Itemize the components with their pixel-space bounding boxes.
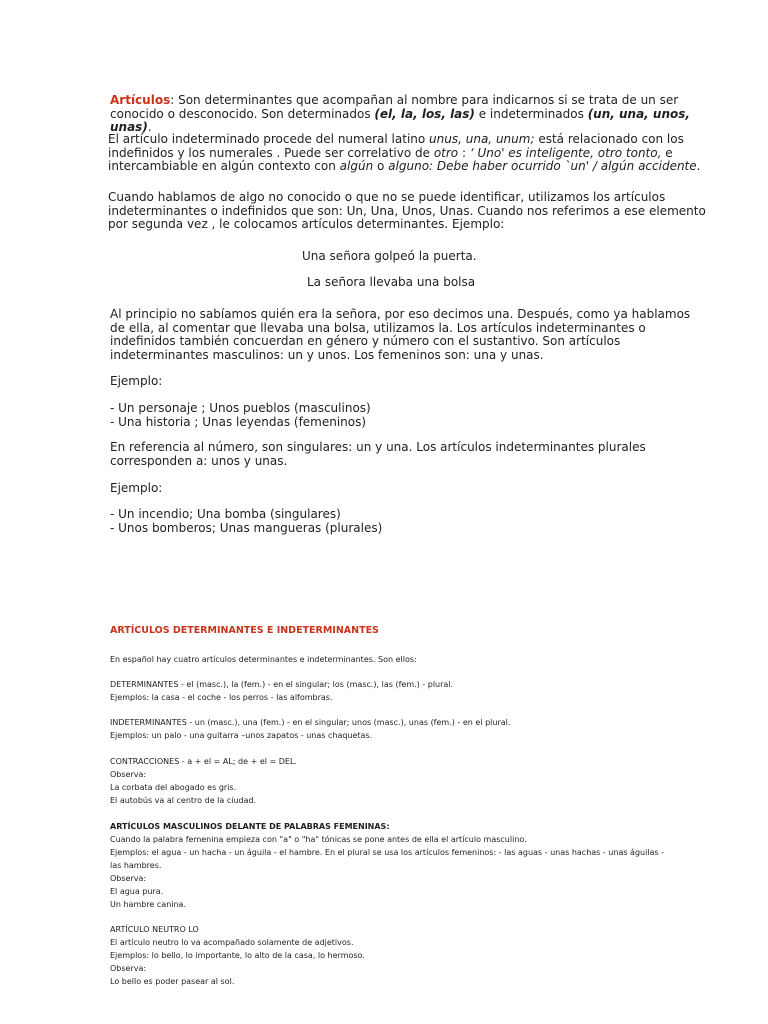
example-sentence-2: La señora llevaba una bolsa — [307, 275, 476, 289]
ejemplo-label-1: Ejemplo: — [110, 374, 163, 388]
section-title: ARTÍCULOS DETERMINANTES E INDETERMINANTES — [110, 625, 379, 636]
list-item: - Una historia ; Unas leyendas (femeninos) — [110, 414, 367, 429]
neutro-block: ARTÍCULO NEUTRO LO El artículo neutro lo va acompañado solamente de adjetivos. Ejemplos: lo bello, lo importante, lo alto de la casa, lo hermoso. Observa: Lo bello es poder pasear al sol. — [110, 925, 365, 986]
masculinos-title: ARTÍCULOS MASCULINOS DELANTE DE PALABRAS FEMENINAS: — [110, 822, 390, 831]
determinantes-block: DETERMINANTES - el (masc.), la (fem.) - en el singular; los (masc.), las (fem.) - plural. Ejemplos: la casa - el coche - los perros - las alfombras. — [110, 680, 454, 702]
example-sentence-1: Una señora golpeó la puerta. — [302, 249, 477, 263]
paragraph-numero: En referencia al número, son singulares: un y una. Los artículos indeterminantes plurales corresponden a: unos y unas. — [110, 440, 646, 468]
section-intro: En español hay cuatro artículos determinantes e indeterminantes. Son ellos: — [110, 655, 417, 664]
ejemplo-list-2 — [110, 508, 382, 535]
list-item: - Unos bomberos; Unas mangueras (plurales) — [110, 520, 383, 535]
ejemplo-label-2: Ejemplo: — [110, 481, 163, 495]
paragraph-explanation: Al principio no sabíamos quién era la señora, por eso decimos una. Después, como ya hablamos de ella, al comentar que llevaba una bolsa, utilizamos la. Los artículos indeterminantes o indefinidos también concuerdan en género y número con el sustantivo. Son artículos indeterminantes masculinos: un y unos. Los femeninos son: una y unas. — [110, 307, 691, 362]
definition-paragraph: Artículos: Son determinantes que acompañan al nombre para indicarnos si se trata de un ser conocido o desconocido. Son determinados (el, la, los, las) e indeterminados (un, una, unos, unas). — [110, 93, 690, 134]
articulos-label: Artículos — [110, 93, 171, 107]
paragraph-indeterminantes: Cuando hablamos de algo no conocido o que no se puede identificar, utilizamos los artículos indeterminantes o indefinidos que son: Un, Una, Unos, Unas. Cuando nos referimos a ese elemento por segunda vez , le colocamos artículos determinantes. Ejemplo: — [108, 190, 706, 231]
list-item: - Un incendio; Una bomba (singulares) — [110, 507, 341, 521]
ejemplo-list-1 — [110, 402, 371, 429]
list-item: - Un personaje ; Unos pueblos (masculinos) — [110, 401, 371, 415]
indeterminantes-block: INDETERMINANTES - un (masc.), una (fem.) - en el singular; unos (masc.), unas (fem.) - en el plural. Ejemplos: un palo - una guitarra –unos zapatos - unas chaquetas. — [110, 718, 511, 740]
contracciones-block: CONTRACCIONES - a + el = AL; de + el = DEL. Observa: La corbata del abogado es gris. El autobús va al centro de la ciudad. — [110, 757, 297, 805]
origin-paragraph: El artículo indeterminado procede del numeral latino unus, una, unum; está relacionado con los indefinidos y los numerales . Puede ser correlativo de otro : ‘ Uno' es inteligente, otro tonto, e intercambiable en algún contexto con algún o alguno: Debe haber ocurrido `un' / algún accidente. — [108, 132, 701, 173]
masculinos-block: ARTÍCULOS MASCULINOS DELANTE DE PALABRAS FEMENINAS: Cuando la palabra femenina empieza con "a" o "ha" tónicas se pone antes de ella el artículo masculino. Ejemplos: el agua - un hacha - un águila - el hambre. En el plural se usa los artículos femeninos: - las aguas - unas hachas - unas águilas - las hambres. Observa: El agua pura. Un hambre canina. — [110, 822, 665, 909]
